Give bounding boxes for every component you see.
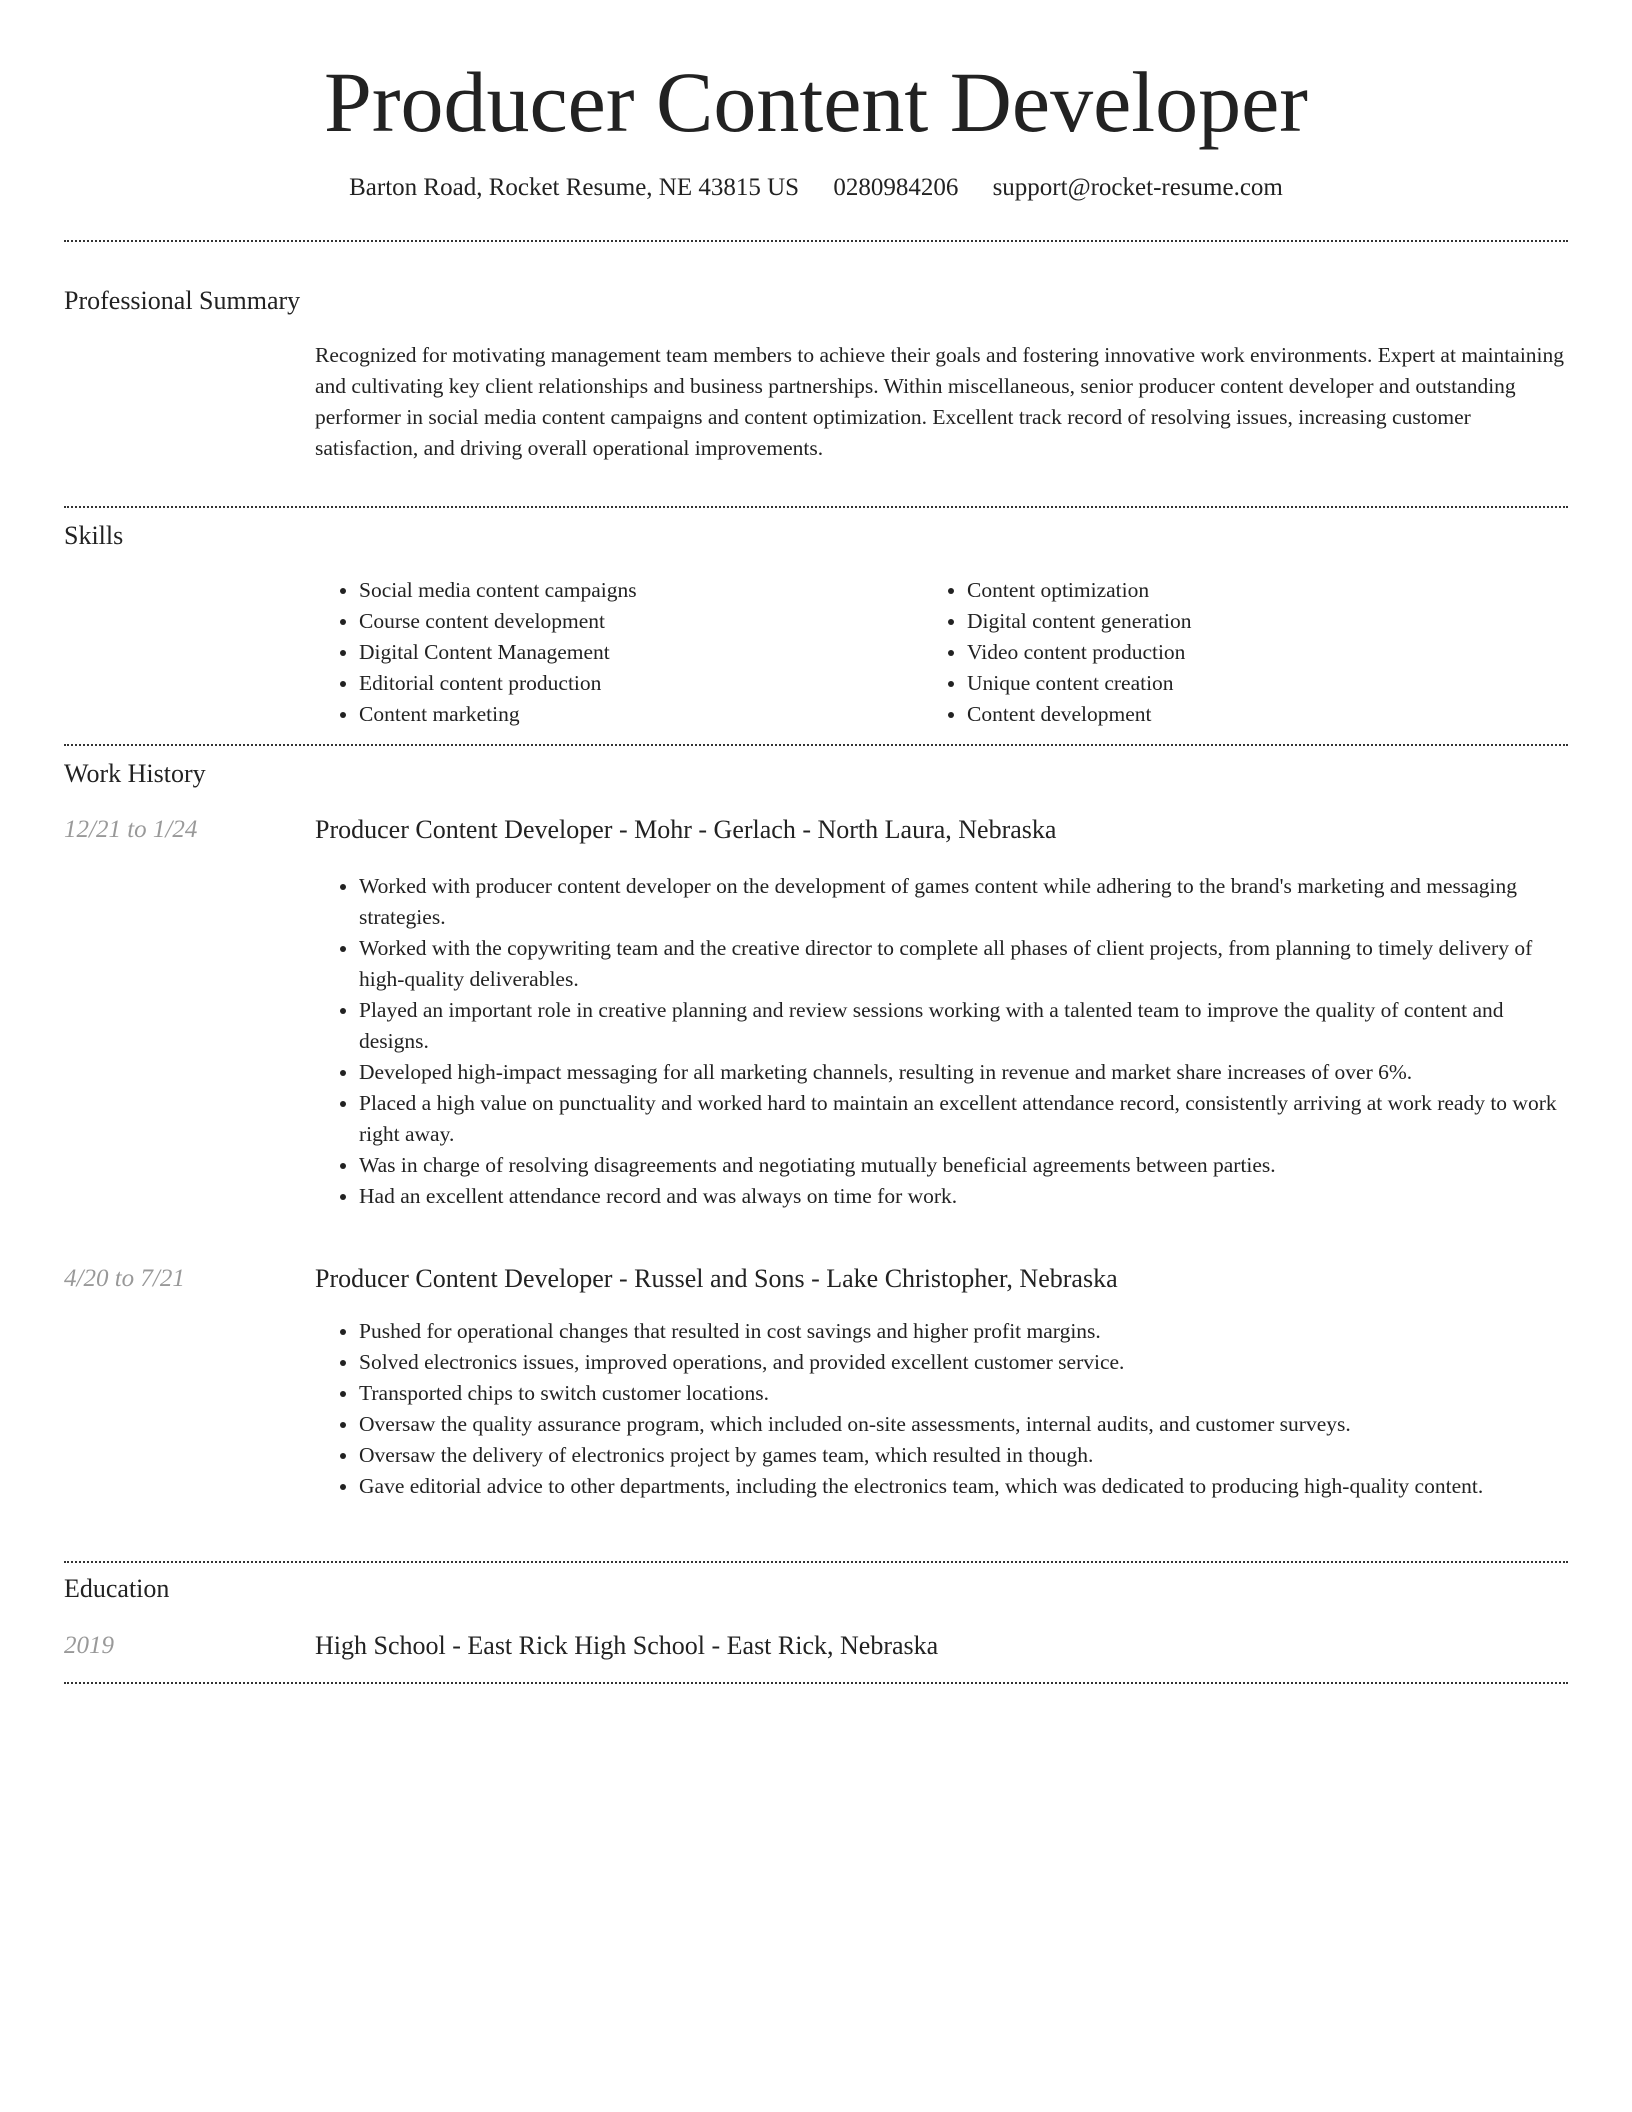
skill-item: • Digital content generation [967,606,1523,637]
list-item: • Oversaw the delivery of electronics project by games team, which resulted in though. [359,1440,1565,1471]
contact-phone: 0280984206 [833,174,959,201]
work-heading: Work History [64,759,206,788]
list-item: • Pushed for operational changes that resulted in cost savings and higher profit margins. [359,1316,1565,1347]
skill-item: • Content development [967,699,1523,730]
job-heading [315,1261,1565,1297]
skill-item: • Unique content creation [967,668,1523,699]
job-bullets [315,1316,1565,1502]
job-dates: 4/20 to 7/21 [64,1265,185,1292]
list-item: • Oversaw the quality assurance program, which included on-site assessments, internal audits, and customer surveys. [359,1409,1565,1440]
education-degree: High School [315,1631,446,1660]
divider [64,1561,1568,1563]
list-item: • Solved electronics issues, improved operations, and provided excellent customer service. [359,1347,1565,1378]
education-heading-line [315,1628,1565,1664]
list-item: • Worked with the copywriting team and the creative director to complete all phases of client projects, from planning to timely delivery of high-quality deliverables. [359,933,1565,995]
skills-column-left [315,575,915,730]
job-employer: - Mohr - Gerlach - North Laura, Nebraska [612,815,1057,844]
job-employer: - Russel and Sons - Lake Christopher, Nebraska [612,1264,1118,1293]
job-role: Producer Content Developer [315,1264,613,1293]
skill-item: • Social media content campaigns [359,575,915,606]
job-dates: 12/21 to 1/24 [64,816,198,843]
list-item: • Was in charge of resolving disagreements and negotiating mutually beneficial agreements between parties. [359,1150,1565,1181]
summary-heading: Professional Summary [64,286,301,315]
education-school: - East Rick High School - East Rick, Nebraska [445,1631,939,1660]
divider [64,240,1568,242]
job-bullets [315,871,1565,1212]
divider [64,506,1568,508]
resume-title: Producer Content Developer [324,54,1308,150]
skill-item: • Editorial content production [359,668,915,699]
contact-line [0,170,1632,206]
skills-heading: Skills [64,521,124,550]
skills-column-right [923,575,1523,730]
job-role: Producer Content Developer [315,815,613,844]
skill-item: • Content marketing [359,699,915,730]
contact-address: Barton Road, Rocket Resume, NE 43815 US [349,174,800,201]
list-item: • Played an important role in creative planning and review sessions working with a talented team to improve the quality of content and designs. [359,995,1565,1057]
contact-email: support@rocket-resume.com [992,174,1283,201]
summary-text: Recognized for motivating management team members to achieve their goals and fostering innovative work environments. Expert at maintaining and cultivating key client relationships and business partnerships. Within miscellaneous, senior producer content developer and outstanding performer in social media content campaigns and content optimization. Excellent track record of resolving issues, increasing customer satisfaction, and driving overall operational improvements. [315,343,1565,460]
list-item: • Gave editorial advice to other departments, including the electronics team, which was dedicated to producing high-quality content. [359,1471,1565,1502]
education-year: 2019 [64,1632,114,1659]
divider [64,1682,1568,1684]
skill-item: • Digital Content Management [359,637,915,668]
skill-item: • Content optimization [967,575,1523,606]
list-item: • Had an excellent attendance record and was always on time for work. [359,1181,1565,1212]
skill-item: • Course content development [359,606,915,637]
education-heading: Education [64,1574,170,1603]
list-item: • Developed high-impact messaging for all marketing channels, resulting in revenue and market share increases of over 6%. [359,1057,1565,1088]
list-item: • Worked with producer content developer on the development of games content while adhering to the brand's marketing and messaging strategies. [359,871,1565,933]
list-item: • Transported chips to switch customer locations. [359,1378,1565,1409]
list-item: • Placed a high value on punctuality and worked hard to maintain an excellent attendance record, consistently arriving at work ready to work right away. [359,1088,1565,1150]
job-heading [315,812,1565,848]
skill-item: • Video content production [967,637,1523,668]
divider [64,744,1568,746]
